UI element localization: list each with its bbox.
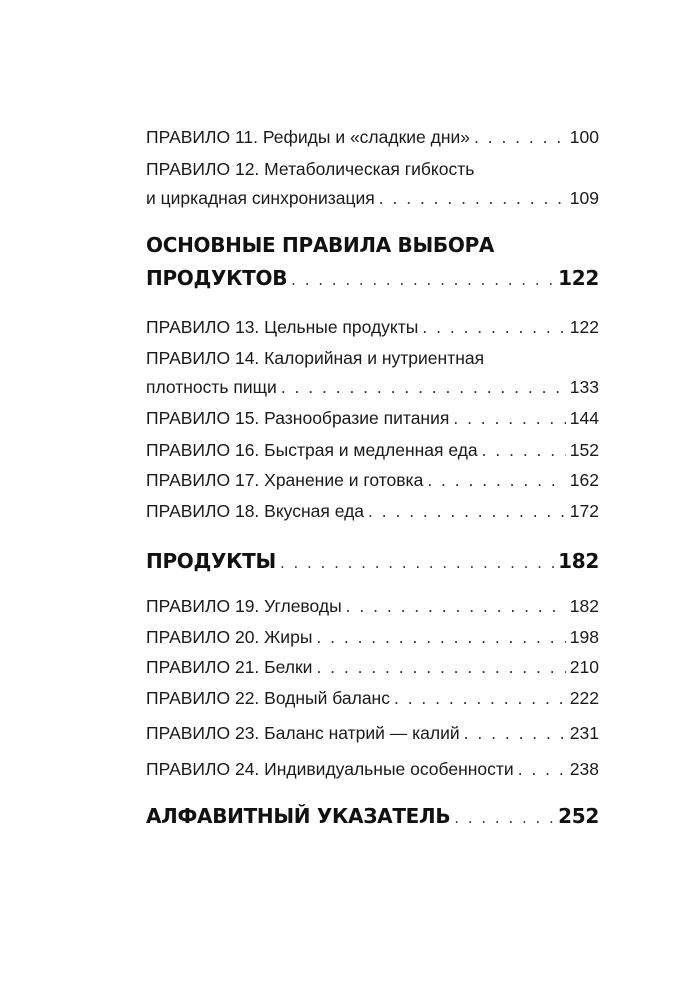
section-page-number: 182 xyxy=(558,549,599,573)
toc-page-number: 238 xyxy=(569,759,599,779)
toc-entry-rule-18[interactable] xyxy=(146,497,599,526)
toc-entry-title: ПРАВИЛО 18. Вкусная еда xyxy=(146,501,365,521)
toc-page-number: 198 xyxy=(569,627,599,647)
section-heading: ОСНОВНЫЕ ПРАВИЛА ВЫБОРА xyxy=(146,233,495,257)
section-page-number: 252 xyxy=(558,804,599,828)
dot-leader xyxy=(281,373,566,402)
toc-entry-title: ПРАВИЛО 16. Быстрая и медленная еда xyxy=(146,440,478,460)
dot-leader xyxy=(280,547,554,580)
dot-leader xyxy=(394,684,566,713)
toc-entry-rule-15[interactable] xyxy=(146,404,599,433)
dot-leader xyxy=(474,123,566,152)
toc-page-number: 182 xyxy=(569,596,599,616)
toc-entry-title: ПРАВИЛО 17. Хранение и готовка xyxy=(146,470,424,490)
toc-entry-title: ПРАВИЛО 12. Метаболическая гибкость xyxy=(146,159,475,179)
section-page-number: 122 xyxy=(558,266,599,290)
toc-page-number: 152 xyxy=(569,440,599,460)
toc-entry-rule-22[interactable] xyxy=(146,684,599,713)
toc-page-number: 231 xyxy=(569,723,599,743)
toc-entry-title: ПРАВИЛО 21. Белки xyxy=(146,657,313,677)
toc-page-number: 122 xyxy=(569,317,599,337)
toc-entry-title: ПРАВИЛО 19. Углеводы xyxy=(146,596,342,616)
toc-entry-rule-12[interactable] xyxy=(146,155,599,213)
toc-entry-title: ПРАВИЛО 20. Жиры xyxy=(146,627,313,647)
dot-leader xyxy=(379,184,566,213)
toc-entry-rule-24[interactable] xyxy=(146,755,599,784)
dot-leader xyxy=(454,802,554,835)
toc-entry-rule-21[interactable] xyxy=(146,653,599,682)
toc-entry-rule-14[interactable] xyxy=(146,344,599,402)
dot-leader xyxy=(453,404,565,433)
toc-entry-rule-23[interactable] xyxy=(146,719,599,748)
toc-section-products-selection[interactable] xyxy=(146,229,599,297)
dot-leader xyxy=(518,755,566,784)
toc-page-number: 133 xyxy=(569,377,599,397)
toc-entry-title-continued: и циркадная синхронизация xyxy=(146,188,375,208)
toc-entry-title: ПРАВИЛО 22. Водный баланс xyxy=(146,688,390,708)
toc-entry-title: ПРАВИЛО 13. Цельные продукты xyxy=(146,317,419,337)
toc-entry-rule-11[interactable] xyxy=(146,123,599,152)
toc-section-products[interactable] xyxy=(146,545,599,580)
toc-page-number: 210 xyxy=(569,657,599,677)
dot-leader xyxy=(427,466,565,495)
dot-leader xyxy=(422,313,565,342)
toc-page-number: 109 xyxy=(569,188,599,208)
dot-leader xyxy=(316,623,565,652)
dot-leader xyxy=(291,264,554,297)
section-heading-continued: ПРОДУКТОВ xyxy=(146,266,288,290)
toc-page-number: 100 xyxy=(569,127,599,147)
dot-leader xyxy=(316,653,565,682)
toc-entry-rule-17[interactable] xyxy=(146,466,599,495)
toc-entry-rule-13[interactable] xyxy=(146,313,599,342)
dot-leader xyxy=(346,592,566,621)
dot-leader xyxy=(482,436,566,465)
dot-leader xyxy=(464,719,566,748)
toc-section-index[interactable] xyxy=(146,800,599,835)
toc-entry-rule-16[interactable] xyxy=(146,436,599,465)
toc-entry-title: ПРАВИЛО 23. Баланс натрий — калий xyxy=(146,723,460,743)
toc-page-number: 144 xyxy=(569,408,599,428)
toc-entry-title-continued: плотность пищи xyxy=(146,377,277,397)
toc-entry-rule-20[interactable] xyxy=(146,623,599,652)
toc-entry-title: ПРАВИЛО 24. Индивидуальные особенности xyxy=(146,759,514,779)
section-heading: ПРОДУКТЫ xyxy=(146,549,276,573)
toc-entry-title: ПРАВИЛО 14. Калорийная и нутриентная xyxy=(146,348,485,368)
toc-page-number: 222 xyxy=(569,688,599,708)
section-heading: АЛФАВИТНЫЙ УКАЗАТЕЛЬ xyxy=(146,804,451,828)
toc-page-number: 162 xyxy=(569,470,599,490)
toc-entry-rule-19[interactable] xyxy=(146,592,599,621)
dot-leader xyxy=(368,497,566,526)
toc-entry-title: ПРАВИЛО 11. Рефиды и «сладкие дни» xyxy=(146,127,470,147)
toc-entry-title: ПРАВИЛО 15. Разнообразие питания xyxy=(146,408,450,428)
toc-page-number: 172 xyxy=(569,501,599,521)
